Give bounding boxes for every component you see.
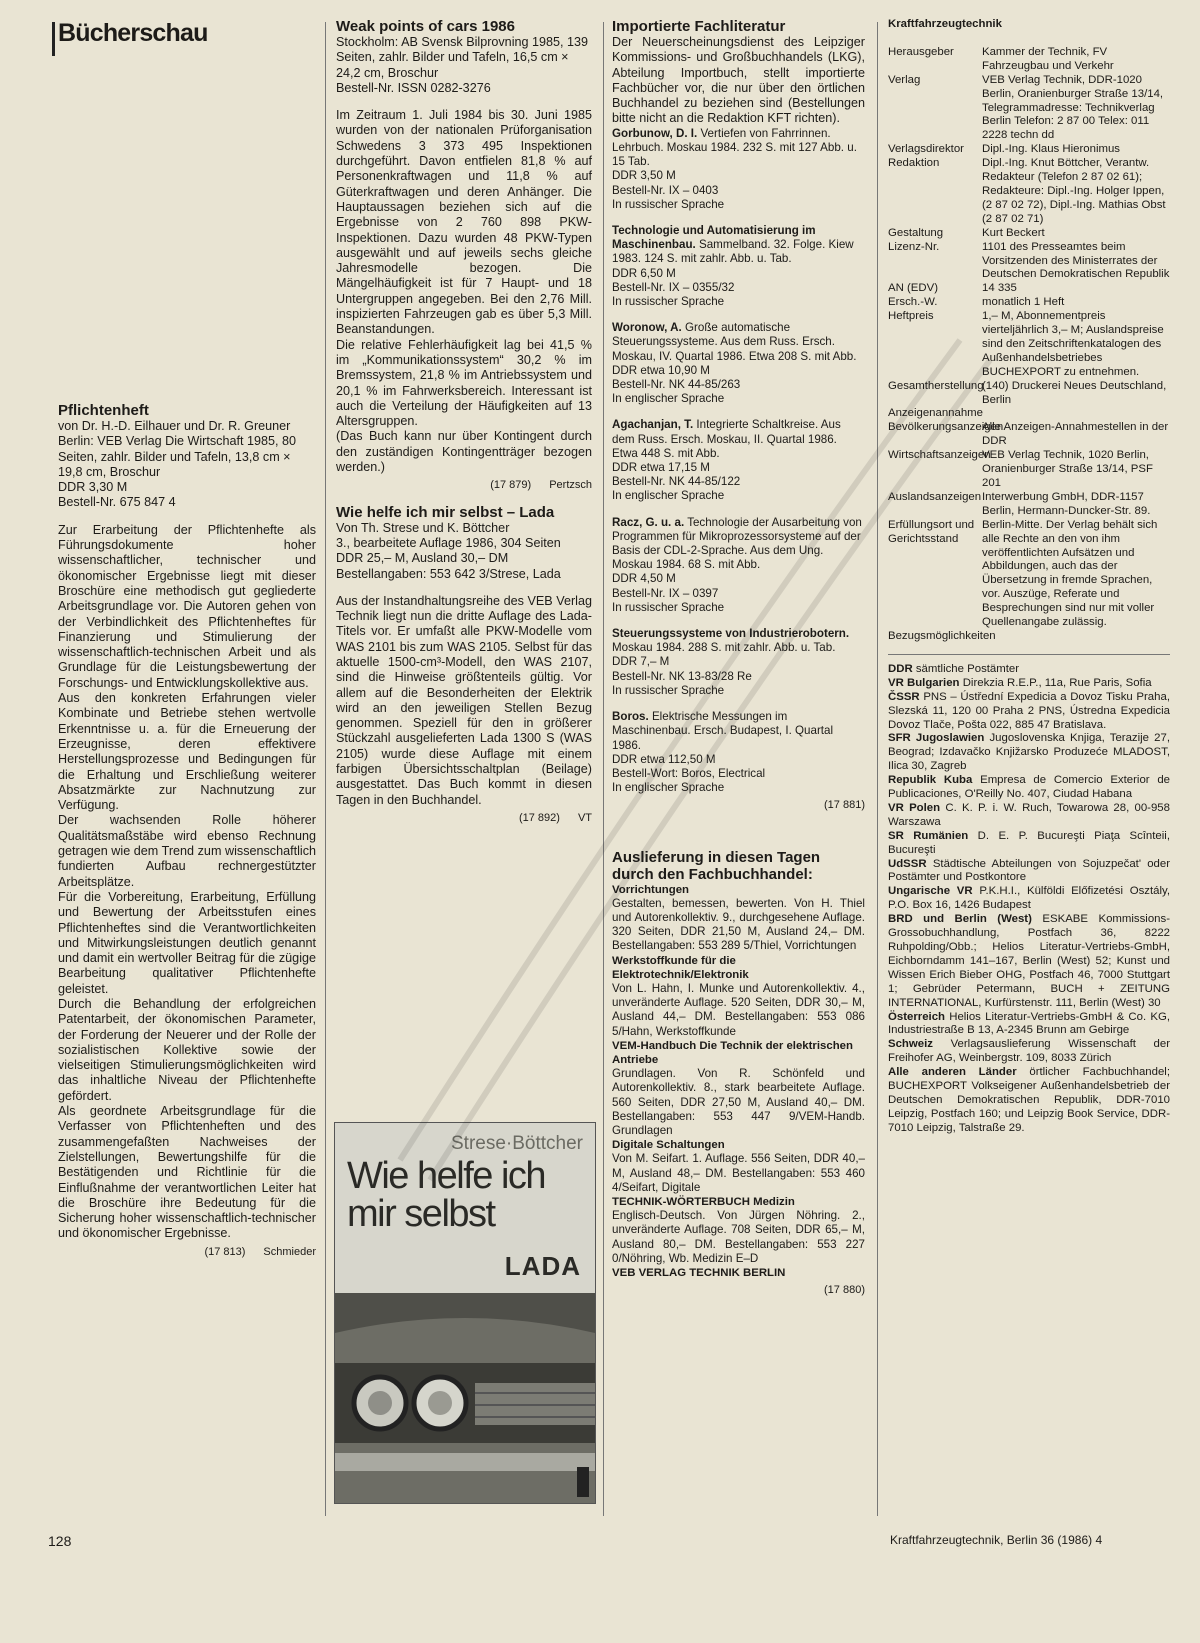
review-paragraph: Zur Erarbeitung der Pflichtenhefte als Führungsdokumente hoher wissenschaftlicher, technischer und ökonomischer Ergebnisse liegt mit dieser Broschüre eine methodisch gut gegliederte Arbeitsgrundlage vor. Die Autoren gehen von der Verbindlichkeit des Pflichtenheftes für Finanzierung und Stimulierung der wissenschaftlich-technischen Arbeit und als Grundlage für die Leistungsbewertung der Forschungs- und Entwicklungskollektive aus. <box>58 522 316 690</box>
list-item <box>888 858 1170 886</box>
entry-author: Agachanjan, T. <box>612 418 694 432</box>
book-cover-image <box>334 1122 596 1504</box>
country-text: C. K. P. i. W. Ruch, Towarowa 28, 00-958 Warszawa <box>888 801 1170 828</box>
imprint-key: Lizenz-Nr. <box>888 240 940 253</box>
list-item <box>888 885 1170 913</box>
imprint-value: (140) Druckerei Neues Deutschland, Berlin <box>982 379 1167 406</box>
meta-line: Bestell-Nr. ISSN 0282-3276 <box>336 80 491 95</box>
country-text: örtlicher Fachbuchhandel; BUCHEXPORT Volkseigener Außenhandelsbetrieb der Deutschen Demokratischen Republik, DDR-7010 Leipzig, Postfach 160; und Leipzig Book Service, DDR-7010 Leipzig, Talstraße 29. <box>888 1066 1170 1134</box>
signature-name: Schmieder <box>263 1245 316 1258</box>
delivery-title: Vorrichtungen <box>612 883 689 896</box>
delivery-text: Von L. Hahn, I. Munke und Autorenkollektiv. 4., unveränderte Auflage. 520 Seiten, DDR 30,– M, Ausland 44,– DM. Bestellangaben: 553 086 5/Hahn, Werkstoffkunde <box>612 981 865 1038</box>
meta-line: Bestell-Nr. 675 847 4 <box>58 495 176 510</box>
country-name: BRD und Berlin (West) <box>888 913 1032 926</box>
divider <box>888 654 1170 655</box>
meta-line: Von Th. Strese und K. Böttcher <box>336 520 510 535</box>
sources-heading: Bezugsmöglichkeiten <box>888 629 996 642</box>
ads-heading: Anzeigenannahme <box>888 407 983 420</box>
imprint-key: Verlag <box>888 73 921 86</box>
list-item <box>888 830 1170 858</box>
imprint-key: Ersch.-W. <box>888 296 938 309</box>
entry-author: Boros. <box>612 710 649 724</box>
intro-paragraph: Der Neuerscheinungsdienst des Leipziger Kommissions- und Großbuchhandels (LKG), Abteilung Importbuch, stellt importierte Fachbücher vor, die nur über den örtlichen Buchhandel zu beziehen sind (Bestellungen bitte nicht an die Redaktion KFT richten). <box>612 35 865 126</box>
country-text: Jugoslovenska Knjiga, Terazije 27, Beograd; Izdavačko Knjižarsko Produzeće MLADOST, Ilica 30, Zagreb <box>888 732 1170 773</box>
delivery-list <box>612 883 865 1266</box>
imprint-value: monatlich 1 Heft <box>982 296 1065 309</box>
entry-line: Bestell-Wort: Boros, Electrical <box>612 766 766 780</box>
list-item <box>612 883 865 954</box>
imprint-value: 1,– M, Abonnementpreis vierteljährlich 3,– M; Auslandspreise sind den Zeitschriftenkatalogen des Außenhandelsbetriebes BUCHEXPORT zu entnehmen. <box>982 310 1164 378</box>
list-signature <box>612 798 865 812</box>
imprint-key: Gesamtherstellung <box>888 379 984 392</box>
list-item <box>888 774 1170 802</box>
page-number: 128 <box>48 1533 72 1549</box>
entry-line: In russischer Sprache <box>612 683 725 697</box>
imprint-row <box>888 296 1170 310</box>
imprint-key: Bevölkerungsanzeigen <box>888 421 1004 434</box>
column-rule <box>325 22 326 1516</box>
signature-number: (17 892) <box>518 811 560 824</box>
entry-author: Woronow, A. <box>612 321 682 335</box>
country-text: Empresa de Comercio Exterior de Publicaciones, O'Reilly No. 407, Ciudad Habana <box>888 774 1170 801</box>
imprint-row <box>888 143 1170 157</box>
country-name: Schweiz <box>888 1038 933 1051</box>
section-title: Bücherschau <box>58 19 208 47</box>
journal-citation: Kraftfahrzeugtechnik, Berlin 36 (1986) 4 <box>890 1533 1103 1547</box>
imprint-row <box>888 380 1170 408</box>
entry-line: DDR 6,50 M <box>612 266 676 280</box>
imprint-value: VEB Verlag Technik, 1020 Berlin, Oranienburger Straße 13/14, PSF 201 <box>982 449 1153 489</box>
meta-line: DDR 25,– M, Ausland 30,– DM <box>336 551 509 566</box>
list-item <box>612 1195 865 1266</box>
entry-line: Bestell-Nr. IX – 0403 <box>612 183 719 197</box>
list-item <box>888 691 1170 733</box>
column-4 <box>888 18 1170 1136</box>
imprint-row <box>888 310 1170 380</box>
country-text: D. E. P. Bucureşti Piaţa Scînteii, Bucureşti <box>888 829 1170 856</box>
cover-author: Strese·Böttcher <box>451 1133 583 1154</box>
imprint-row <box>888 227 1170 241</box>
imprint-row <box>888 491 1170 519</box>
review-paragraph: (Das Buch kann nur über Kontingent durch den zuständigen Kontingentträger bezogen werden.) <box>336 429 592 475</box>
countries-list <box>888 663 1170 1136</box>
list-item <box>888 1066 1170 1136</box>
imprint-row <box>888 421 1170 449</box>
entry-line: DDR 7,– M <box>612 655 670 669</box>
imprint-key: Erfüllungsort und Gerichtsstand <box>888 518 975 545</box>
review-paragraph: Als geordnete Arbeitsgrundlage für die Verfasser von Pflichtenheften und des zusammengefaßten Nachweises der Zielstellungen, Bewertungshilfe für die Bestätigenden und Richtlinie für die Einflußnahme der verantwortlichen Leiter hat die Broschüre ihre Bedeutung für die Sicherung hoher wissenschaftlich-technischer und ökonomischer Ergebnisse. <box>58 1104 316 1241</box>
country-text: P.K.H.I., Külföldi Előfizetési Osztály, P.O. Box 16, 1426 Budapest <box>888 885 1170 912</box>
signature-number: (17 813) <box>204 1245 246 1258</box>
publisher-name: VEB VERLAG TECHNIK BERLIN <box>612 1267 786 1279</box>
car-front-illustration <box>335 1293 595 1503</box>
country-text: Direkzia R.E.P., 11a, Rue Paris, Sofia <box>962 676 1152 689</box>
imprint-value: VEB Verlag Technik, DDR-1020 Berlin, Oranienburger Straße 13/14, Telegrammadresse: Technikverlag Berlin Telefon: 2 87 00 Telex: 011 2228 techn dd <box>982 73 1164 142</box>
entry-line: Bestell-Nr. IX – 0397 <box>612 586 719 600</box>
review-title: Pflichtenheft <box>58 402 149 419</box>
imprint-value: Berlin-Mitte. Der Verlag behält sich alle Rechte an den von ihm veröffentlichten Aufsätzen und Abbildungen, auch das der Übersetzung in fremde Sprachen, vor. Auszüge, Referate und Besprechungen sind nur mit voller Quellenangabe zulässig. <box>982 518 1158 629</box>
imprint-key: Gestaltung <box>888 226 944 239</box>
entry-line: In russischer Sprache <box>612 295 725 309</box>
entry-line: In russischer Sprache <box>612 600 725 614</box>
entry-line: DDR 3,50 M <box>612 169 676 183</box>
book-meta <box>58 419 316 511</box>
entry-text: Moskau 1984. 288 S. mit zahlr. Abb. u. Tab. <box>612 641 836 655</box>
entry-line: Bestell-Nr. NK 44-85/263 <box>612 378 741 392</box>
list-item <box>888 677 1170 691</box>
meta-line: Berlin: VEB Verlag Die Wirtschaft 1985, 80 Seiten, zahlr. Bilder und Tafeln, 13,8 cm × 19,8 cm, Broschur <box>58 434 296 479</box>
country-text: PNS – Ústřední Expedicia a Dovoz Tisku Praha, Slezská 11, 120 00 Praha 2 PNS, Ústredna Expedicia Dovoz Tlače, Pošta 022, 885 47 Bratislava. <box>888 690 1170 731</box>
entry-author: Technologie und Automatisierung im Maschinenbau. <box>612 224 816 252</box>
country-text: Städtische Abteilungen von Sojuzpečat' oder Postämter und Postkontore <box>888 857 1170 884</box>
list-signature <box>612 1283 865 1297</box>
imprint-key: Redaktion <box>888 157 940 170</box>
country-name: Republik Kuba <box>888 774 973 787</box>
country-name: VR Bulgarien <box>888 676 960 689</box>
delivery-title: VEM-Handbuch Die Technik der elektrischen Antriebe <box>612 1039 853 1066</box>
imprint-row <box>888 157 1170 227</box>
list-item <box>888 663 1170 677</box>
list-item <box>888 802 1170 830</box>
imprint-row <box>888 241 1170 283</box>
entry-line: Bestell-Nr. IX – 0355/32 <box>612 280 735 294</box>
entry-text: Technologie der Ausarbeitung von Programmen für Mikroprozessorsysteme auf der Basis der CDL-2-Sprache. Aus dem Ung. Moskau 1984. 68 S. mit Abb. <box>612 515 862 572</box>
imprint-value: Alle Anzeigen-Annahmestellen in der DDR <box>982 421 1169 448</box>
review-paragraph: Aus den konkreten Erfahrungen vieler Kombinate und Betriebe stehen wertvolle Erkenntnisse u. a. für die Erneuerung der Erzeugnisse, deren effektivere Herstellungsprozesse und Bedingungen für die Erhaltung und Erschließung weiterer Absatzmärkte zur Nachnutzung zur Verfügung. <box>58 691 316 813</box>
list-item <box>612 710 865 795</box>
entry-line: Bestell-Nr. NK 44-85/122 <box>612 475 741 489</box>
signature-name: VT <box>577 811 592 824</box>
column-rule <box>877 22 878 1516</box>
imprint-row <box>888 46 1170 74</box>
column-2 <box>336 18 592 826</box>
imprint-value: Dipl.-Ing. Knut Böttcher, Verantw. Redakteur (Telefon 2 87 02 61); Redakteure: Dipl.-Ing. Holger Ippen, (2 87 02 72), Dipl.-Ing. Mathias Obst (2 87 02 71) <box>982 157 1166 225</box>
country-name: Ungarische VR <box>888 885 973 898</box>
imprint-key: Verlagsdirektor <box>888 143 964 156</box>
imprint-value: 1101 des Presseamtes beim Vorsitzenden des Ministerrates der Deutschen Demokratischen Republik <box>982 240 1170 281</box>
imprint-title: Kraftfahrzeugtechnik <box>888 18 1002 30</box>
country-name: ČSSR <box>888 690 920 703</box>
list-item <box>612 418 865 503</box>
meta-line: 3., bearbeitete Auflage 1986, 304 Seiten <box>336 535 561 550</box>
entry-text: Integrierte Schaltkreise. Aus dem Russ. Ersch. Moskau, II. Quartal 1986. Etwa 448 S. mit Abb. <box>612 418 841 460</box>
imprint-value: Dipl.-Ing. Klaus Hieronimus <box>982 143 1121 156</box>
delivery-title: Digitale Schaltungen <box>612 1139 725 1152</box>
signature-name: Pertzsch <box>549 479 592 492</box>
entry-line: In englischer Sprache <box>612 781 725 795</box>
imprint-row <box>888 519 1170 630</box>
meta-line: Bestellangaben: 553 642 3/Strese, Lada <box>336 566 561 581</box>
spacer <box>58 48 316 402</box>
delivery-title: Werkstoffkunde für die Elektrotechnik/Elektronik <box>612 954 749 981</box>
list-item <box>612 1138 865 1195</box>
list-item <box>888 732 1170 774</box>
country-name: VR Polen <box>888 801 941 814</box>
cover-title: Wie helfe ich mir selbst <box>347 1155 546 1235</box>
imprint-value: Kurt Beckert <box>982 226 1045 239</box>
country-name: SR Rumänien <box>888 829 969 842</box>
review-paragraph: Aus der Instandhaltungsreihe des VEB Verlag Technik liegt nun die dritte Auflage des Lada-Titels vor. Er umfaßt alle PKW-Modelle vom WAS 2101 bis zum WAS 2105. Selbst für das aktuelle 1500-cm³-Modell, den WAS 2107, sind die Hinweise größtenteils gültig. Vor allem auf die Besonderheiten der Elektrik wird an den jeweiligen Stellen Bezug genommen. Speziell für den in größerer Stückzahl ausgelieferten Lada 1300 S (WAS 2105) wurde diese Auflage mit einem farbigen Übersichtsschaltplan (Beilage) ausgestattet. Das Buch kommt in diesen Tagen in den Buchhandel. <box>336 593 592 807</box>
review-title: Weak points of cars 1986 <box>336 18 515 35</box>
country-name: SFR Jugoslawien <box>888 732 985 745</box>
imprint-row <box>888 449 1170 491</box>
list-item <box>612 321 865 406</box>
meta-line: von Dr. H.-D. Eilhauer und Dr. R. Greuner <box>58 419 291 433</box>
list-item <box>888 1011 1170 1039</box>
entry-line: DDR etwa 17,15 M <box>612 461 710 475</box>
section-heading: Auslieferung in diesen Tagen durch den Fachbuchhandel: <box>612 848 821 883</box>
imprint-key: Wirtschaftsanzeigen <box>888 449 991 462</box>
entry-line: In englischer Sprache <box>612 392 725 406</box>
country-text: Helios Literatur-Vertriebs-GmbH & Co. KG, Industriestraße B 13, A-2345 Brunn am Gebirge <box>888 1010 1170 1037</box>
delivery-title: TECHNIK-WÖRTERBUCH Medizin <box>612 1195 795 1208</box>
list-item <box>612 516 865 615</box>
entry-line: In russischer Sprache <box>612 197 725 211</box>
publisher-logo <box>577 1467 589 1497</box>
list-item <box>612 1039 865 1138</box>
entry-text: Sammelband. 32. Folge. Kiew 1983. 124 S. mit zahlr. Abb. u. Tab. <box>612 238 854 266</box>
country-text: ESKABE Kommissions-Grossobuchhandlung, Postfach 36, 8222 Ruhpolding/Obb.; Helios Literatur-Vertriebs-GmbH, Eichborndamm 141–167, Berlin (West) 52; Kunst und Wissen Erich Bieber OHG, Postfach 46, 7000 Stuttgart 1; Gebrüder Petermann, BUCH + ZEITUNG INTERNATIONAL, Kurfürstenstr. 111, Berlin (West) 30 <box>888 913 1171 1009</box>
imprint-key: Auslandsanzeigen <box>888 490 982 503</box>
review-paragraph: Durch die Behandlung der erfolgreichen Patentarbeit, der ökonomischen Parameter, der Forderung der Neuerer und der Rolle der sozialistischen Kollektive sowie der vielseitigen Stimulierungsmöglichkeiten wird das inhaltliche Niveau der Pflichtenhefte gefördert. <box>58 996 316 1103</box>
entry-author: Steuerungssysteme von Industrierobotern. <box>612 627 850 641</box>
review-title: Wie helfe ich mir selbst – Lada <box>336 503 555 521</box>
review-paragraph: Für die Vorbereitung, Erarbeitung, Erfüllung und Bewertung der Arbeitsstufen eines Pflichtenheftes sind die Verantwortlichkeiten und Mitwirkungsleistungen deutlich genannt und damit ein wertvoller Beitrag für die zügige Bearbeitung qualitativer Pflichtenhefte geleistet. <box>58 889 316 996</box>
column-1 <box>58 18 316 1260</box>
imprint-row <box>888 74 1170 144</box>
review-signature <box>58 1245 316 1260</box>
review-paragraph: Der wachsenden Rolle höherer Qualitätsmaßstäbe wird ebenso Rechnung getragen wie dem Trend zum wissenschaftlich fundierten Aufbau rechnergestützter Arbeitsplätze. <box>58 813 316 889</box>
list-item <box>888 1038 1170 1066</box>
ads-table <box>888 421 1170 630</box>
review-signature <box>336 811 592 826</box>
entry-author: Racz, G. u. a. <box>612 515 685 529</box>
entry-line: DDR etwa 10,90 M <box>612 363 710 377</box>
signature-number: (17 880) <box>824 1284 865 1297</box>
signature-number: (17 879) <box>490 479 532 492</box>
review-paragraph: Die relative Fehlerhäufigkeit lag bei 41,5 % im „Kommunikationssystem“ 30,2 % im Bremssystem, 21,8 % im Antriebssystem und 20,1 % im Fahrwerksbereich. Interessant ist auch die Verteilung der Häufigkeiten auf 13 Altersgruppen. <box>336 337 592 429</box>
imprint-key: AN (EDV) <box>888 282 938 295</box>
imprint-value: 14 335 <box>982 282 1017 295</box>
entry-list <box>612 127 865 796</box>
country-text: sämtliche Postämter <box>915 662 1020 675</box>
imprint-key: Herausgeber <box>888 45 954 58</box>
column-3 <box>612 18 865 1297</box>
country-name: DDR <box>888 662 913 675</box>
entry-text: Elektrische Messungen im Maschinenbau. Ersch. Budapest, I. Quartal 1986. <box>612 710 834 752</box>
list-item <box>612 127 865 212</box>
section-marker-line <box>52 22 55 56</box>
review-paragraph: Im Zeitraum 1. Juli 1984 bis 30. Juni 1985 wurden von der nationalen Prüforganisation Schwedens 3 373 495 Inspektionen durchgeführt. Davon entfielen 81,8 % auf Personenkraftwagen und 11,8 % auf Güterkraftwagen und deren Anhänger. Die Hauptaussagen beziehen sich auf die Ergebnisse von 2 760 898 PKW-Inspektionen. Dazu wurden 48 PKW-Typen ausgewählt und auf jeweils sechs gleiche Jahresmodelle bezogen. Die Mängelhäufigkeit ist für 7 Haupt- und 18 Untergruppen angegeben. Bei den 2,76 Mill. inspizierten Fahrzeugen gab es über 5,3 Mill. Beanstandungen. <box>336 108 592 337</box>
meta-line: Stockholm: AB Svensk Bilprovning 1985, 139 Seiten, zahlr. Bilder und Tafeln, 16,5 cm × 24,2 cm, Broschur <box>336 35 589 80</box>
list-item <box>888 913 1170 1010</box>
imprint-value: Interwerbung GmbH, DDR-1157 Berlin, Hermann-Duncker-Str. 89. <box>982 490 1151 517</box>
entry-text: Große automatische Steuerungssysteme. Aus dem Russ. Ersch. Moskau, IV. Quartal 1986. Etwa 208 S. mit Abb. <box>612 321 857 363</box>
country-name: Österreich <box>888 1010 945 1023</box>
list-item <box>612 627 865 698</box>
delivery-text: Gestalten, bemessen, bewerten. Von H. Thiel und Autorenkollektiv. 9., durchgesehene Auflage. 320 Seiten, DDR 21,50 M, Ausland 24,– DM. Bestellangaben: 553 289 5/Thiel, Vorrichtungen <box>612 896 865 953</box>
entry-author: Gorbunow, D. I. <box>612 126 698 140</box>
list-item <box>612 954 865 1039</box>
country-name: UdSSR <box>888 857 927 870</box>
delivery-text: Von M. Seifart. 1. Auflage. 556 Seiten, DDR 40,– M, Ausland 48,– DM. Bestellangaben: 553 460 4/Seifart, Digitale <box>612 1152 865 1194</box>
imprint-row <box>888 282 1170 296</box>
entry-line: DDR 4,50 M <box>612 572 676 586</box>
review-signature <box>336 478 592 493</box>
imprint-value: Kammer der Technik, FV Fahrzeugbau und Verkehr <box>982 45 1114 72</box>
entry-line: Bestell-Nr. NK 13-83/28 Re <box>612 669 752 683</box>
country-name: Alle anderen Länder <box>888 1066 1017 1079</box>
signature-number: (17 881) <box>824 799 865 812</box>
entry-line: In englischer Sprache <box>612 489 725 503</box>
meta-line: DDR 3,30 M <box>58 480 128 495</box>
section-heading: Importierte Fachliteratur <box>612 18 786 35</box>
column-rule <box>603 22 604 1516</box>
delivery-text: Grundlagen. Von R. Schönfeld und Autorenkollektiv. 8., stark bearbeitete Auflage. 560 Seiten, DDR 27,50 M, Ausland 40,– DM. Bestellangaben: 553 447 9/VEM-Handb. Grundlagen <box>612 1067 865 1137</box>
imprint-table <box>888 46 1170 408</box>
imprint-key: Heftpreis <box>888 310 934 323</box>
cover-brand: LADA <box>504 1251 581 1281</box>
list-item <box>612 224 865 309</box>
entry-line: DDR etwa 112,50 M <box>612 752 716 766</box>
country-text: Verlagsauslieferung Wissenschaft der Freihofer AG, Weinbergstr. 109, 8033 Zürich <box>888 1038 1171 1065</box>
entry-text: Vertiefen von Fahrrinnen. Lehrbuch. Moskau 1984. 232 S. mit 127 Abb. u. 15 Tab. <box>612 126 857 169</box>
delivery-text: Englisch-Deutsch. Von Jürgen Nöhring. 2., unveränderte Auflage. 708 Seiten, DDR 65,– M, Ausland 80,– DM. Bestellangaben: 553 227 0/Nöhring, Wb. Medizin E–D <box>612 1209 865 1265</box>
